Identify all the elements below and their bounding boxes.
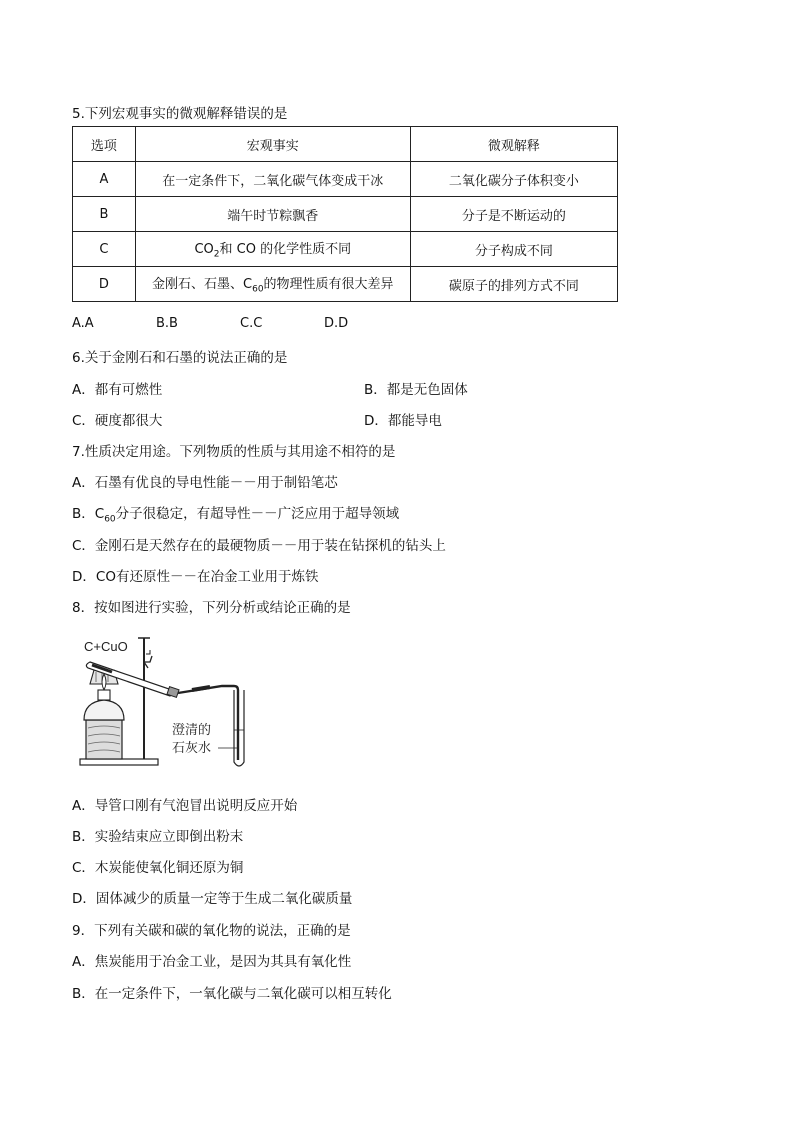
row-option: B: [73, 197, 136, 232]
alcohol-lamp: [84, 700, 124, 720]
clamp-screw: [146, 650, 150, 654]
q8-option-b: B．实验结束应立即倒出粉末: [72, 829, 244, 845]
row-option: A: [73, 162, 136, 197]
option-text: 分子很稳定，有超导性－－广泛应用于超导领域: [115, 506, 400, 522]
row-fact: [135, 232, 410, 267]
row-explain: 二氧化碳分子体积变小: [410, 162, 617, 197]
table-header-row: [73, 127, 618, 162]
q5-stem: 5.下列宏观事实的微观解释错误的是: [72, 106, 288, 122]
q6-option-c: C．硬度都很大: [72, 413, 163, 429]
header-fact: 宏观事实: [135, 127, 410, 162]
row-option: C: [73, 232, 136, 267]
row-fact: 端午时节粽飘香: [135, 197, 410, 232]
q7-option-c: C．金刚石是天然存在的最硬物质－－用于装在钻探机的钻头上: [72, 538, 446, 554]
clamp: [144, 656, 152, 668]
table-row: [73, 267, 618, 302]
lime-water-label-line2: 石灰水: [172, 741, 212, 756]
subscript: 60: [104, 514, 116, 525]
fact-text: 金刚石、石墨、C: [152, 277, 253, 293]
q5-choice-c: C.C: [240, 316, 263, 331]
fact-text: 的物理性质有很大差异: [263, 277, 394, 293]
q5-choice-d: D.D: [324, 316, 349, 331]
q6-option-a: A．都有可燃性: [72, 382, 163, 398]
q7-stem: 7.性质决定用途。下列物质的性质与其用途不相符的是: [72, 444, 396, 460]
q9-stem: 9．下列有关碳和碳的氧化物的说法，正确的是: [72, 923, 351, 939]
stand-base: [80, 759, 158, 765]
row-explain: 分子构成不同: [410, 232, 617, 267]
q8-option-a: A．导管口刚有气泡冒出说明反应开始: [72, 798, 298, 814]
q7-option-d: D．CO有还原性－－在冶金工业用于炼铁: [72, 569, 319, 585]
q5-table: [72, 126, 618, 302]
fact-text: CO: [194, 242, 214, 258]
flame: [102, 674, 106, 690]
fact-text: 和 CO 的化学性质不同: [219, 242, 352, 258]
q8-option-d: D．固体减少的质量一定等于生成二氧化碳质量: [72, 891, 353, 907]
q7-option-a: A．石墨有优良的导电性能－－用于制铅笔芯: [72, 475, 338, 491]
header-option: 选项: [73, 127, 136, 162]
table-row: [73, 162, 618, 197]
reactant-label: C+CuO: [84, 639, 128, 654]
q9-option-b: B．在一定条件下，一氧化碳与二氧化碳可以相互转化: [72, 986, 392, 1002]
row-option: D: [73, 267, 136, 302]
row-explain: 分子是不断运动的: [410, 197, 617, 232]
subscript: 60: [252, 284, 264, 295]
q6-option-d: D．都能导电: [364, 413, 442, 429]
subscript: 2: [213, 249, 220, 260]
option-text: B．C: [72, 506, 105, 522]
q6-stem: 6.关于金刚石和石墨的说法正确的是: [72, 350, 288, 366]
q8-stem: 8．按如图进行实验，下列分析或结论正确的是: [72, 600, 351, 616]
header-explain: 微观解释: [410, 127, 617, 162]
q6-option-b: B．都是无色固体: [364, 382, 468, 398]
q5-choice-b: B.B: [156, 316, 178, 331]
row-fact: [135, 267, 410, 302]
table-row: [73, 197, 618, 232]
q8-option-c: C．木炭能使氧化铜还原为铜: [72, 860, 244, 876]
q5-choice-a: A.A: [72, 316, 94, 331]
q9-option-a: A．焦炭能用于冶金工业，是因为其具有氧化性: [72, 954, 352, 970]
row-explain: 碳原子的排列方式不同: [410, 267, 617, 302]
lime-water-label-line1: 澄清的: [172, 723, 212, 738]
table-row: [73, 232, 618, 267]
row-fact: 在一定条件下，二氧化碳气体变成干冰: [135, 162, 410, 197]
q7-option-b: [72, 502, 399, 525]
lamp-neck: [98, 690, 110, 700]
experiment-apparatus-figure: [72, 632, 262, 774]
